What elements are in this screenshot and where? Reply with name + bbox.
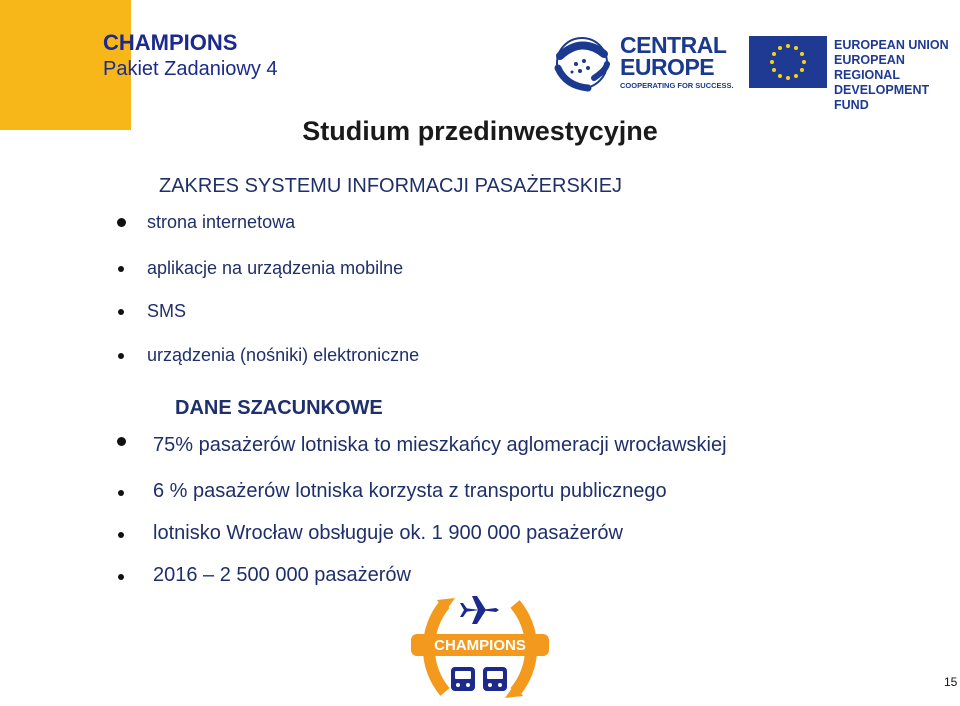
- bullet-icon: [118, 309, 124, 315]
- train-icon: [451, 667, 475, 691]
- bullet-icon: [118, 532, 124, 538]
- eu-flag-icon: [749, 36, 827, 88]
- airplane-icon: [460, 596, 499, 624]
- champions-logo-text: CHAMPIONS: [434, 637, 526, 654]
- brand-subtitle: Pakiet Zadaniowy 4: [103, 58, 278, 80]
- central-europe-logo: [552, 34, 732, 92]
- bullet-icon: [118, 490, 124, 496]
- bullet-icon: [118, 574, 124, 580]
- central-europe-tagline: COOPERATING FOR SUCCESS.: [620, 81, 734, 90]
- section-heading-estimates: DANE SZACUNKOWE: [175, 397, 383, 419]
- brand-name: CHAMPIONS: [103, 30, 238, 55]
- champions-logo: [405, 592, 555, 701]
- bullet-icon: [118, 266, 124, 272]
- eu-line-1: EUROPEAN UNION: [834, 38, 949, 52]
- page-number: 15: [944, 675, 958, 689]
- section-heading-scope: ZAKRES SYSTEMU INFORMACJI PASAŻERSKIEJ: [159, 175, 623, 197]
- central-europe-title-line1: CENTRAL: [620, 32, 727, 58]
- bullet-icon: [117, 218, 126, 227]
- brand-block: [103, 30, 278, 82]
- bullet-icon: [117, 437, 126, 446]
- slide-title: Studium przedinwestycyjne: [302, 116, 658, 146]
- eu-line-2: EUROPEAN REGIONAL: [834, 53, 905, 82]
- bullet-icon: [118, 353, 124, 359]
- eu-fund-label: [834, 38, 960, 113]
- eu-line-3: DEVELOPMENT FUND: [834, 83, 930, 112]
- central-europe-title-line2: EUROPE: [620, 54, 715, 80]
- bus-icon: [483, 667, 507, 691]
- central-europe-globe-icon: [552, 34, 614, 92]
